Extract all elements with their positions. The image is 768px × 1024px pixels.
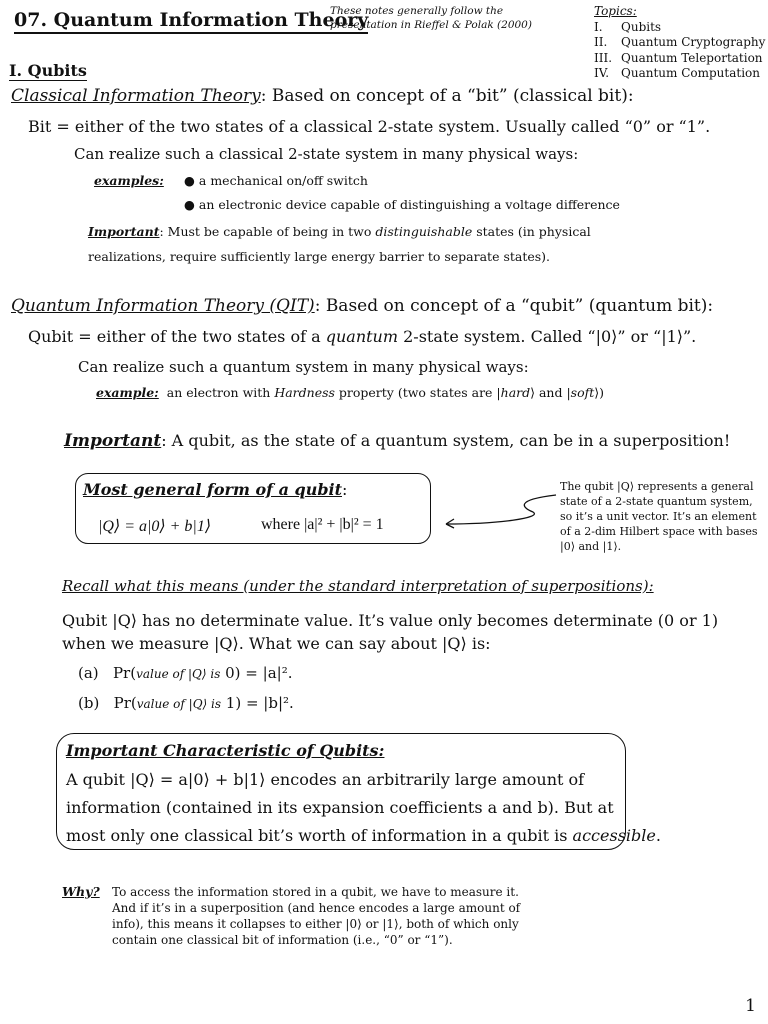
quantum-example [96, 385, 604, 400]
example-text: a mechanical on/off switch [198, 173, 368, 188]
notes-ref-line: These notes generally follow the [330, 5, 504, 17]
important-label: Important [88, 224, 160, 239]
topic-label: Quantum Teleportation [621, 50, 763, 65]
example-text: an electronic device capable of distinguishing a voltage difference [198, 197, 620, 212]
qubit-def-emphasis: quantum [325, 327, 399, 346]
recall-line: when we measure |Q⟩. What we can say about |Q⟩ is: [62, 634, 491, 653]
characteristic-line: A qubit |Q⟩ = a|0⟩ + b|1⟩ encodes an arbitrarily large amount of [66, 770, 585, 789]
topic-num: I. [594, 19, 603, 34]
topic-item [594, 66, 765, 82]
item-pr: Pr( [112, 664, 137, 682]
example-item: ● an electronic device capable of distinguishing a voltage difference [184, 197, 620, 212]
general-form-title: Most general form of a qubit [83, 480, 342, 499]
item-pr: Pr( [113, 694, 137, 712]
characteristic-line: information (contained in its expansion coefficients a and b). But at [66, 798, 614, 817]
qit-heading [11, 296, 713, 316]
important-text: : Must be capable of being in two [159, 224, 376, 239]
qit-label: Quantum Information Theory (QIT) [11, 296, 315, 316]
qubit-definition [28, 327, 696, 346]
item-inner: value of |Q⟩ is [136, 697, 222, 711]
topic-item [594, 35, 765, 51]
why-line: And if it’s in a superposition (and hence encodes a large amount of [112, 901, 521, 915]
classical-heading [11, 86, 634, 106]
recall-line: Qubit |Q⟩ has no determinate value. It’s value only becomes determinate (0 or 1) [62, 611, 719, 630]
topics-heading: Topics: [594, 4, 637, 18]
example-hard: hard [500, 385, 531, 400]
page-title: 07. Quantum Information Theory [14, 9, 368, 34]
example-soft: soft [570, 385, 595, 400]
page-number: 1 [745, 996, 756, 1016]
qubit-def-text: 2-state system. Called “|0⟩” or “|1⟩”. [398, 327, 697, 346]
topics-list [594, 4, 765, 82]
characteristic-text: . [655, 826, 661, 845]
characteristic-text: most only one classical bit’s worth of information in a qubit is [66, 826, 573, 845]
topic-num: III. [594, 50, 613, 65]
characteristic-emphasis: accessible [572, 826, 656, 845]
examples-label [94, 173, 164, 188]
quantum-realize: Can realize such a quantum system in many physical ways: [78, 358, 529, 376]
why-line: contain one classical bit of information (i.e., “0” or “1”). [112, 933, 453, 947]
topic-item [594, 51, 765, 67]
topic-label: Quantum Computation [621, 66, 760, 80]
example-text: ⟩ and | [530, 385, 571, 400]
general-form-heading [83, 480, 347, 499]
example-label: example: [96, 385, 159, 400]
qubit-def-text: Qubit = either of the two states of a [28, 327, 326, 346]
probability-item [78, 694, 294, 712]
example-text: ⟩) [594, 385, 605, 400]
topic-label: Quantum Cryptography [621, 35, 766, 49]
item-rest: 1) = |b|². [221, 694, 294, 712]
topic-num: II. [594, 35, 608, 49]
section-heading: I. Qubits [9, 61, 87, 80]
side-note: The qubit |Q⟩ represents a general state of a 2-state quantum system, so it’s a unit vector. It’s an element of a 2-dim Hilbert space with bases |0⟩ and |1⟩. [560, 480, 758, 553]
important-superposition [64, 431, 730, 451]
important-emphasis: distinguishable [375, 224, 473, 239]
notes-ref-line: presentation in Rieffel & Polak (2000) [330, 19, 532, 31]
probability-item [78, 664, 292, 682]
topic-label: Qubits [621, 19, 662, 34]
example-emphasis: Hardness [274, 385, 335, 400]
general-form-formula: |Q⟩ = a|0⟩ + b|1⟩ [98, 518, 212, 535]
topic-num: IV. [594, 66, 610, 80]
topic-item [594, 20, 765, 36]
characteristic-heading: Important Characteristic of Qubits: [66, 741, 385, 760]
characteristic-line [66, 826, 661, 845]
important-text: : A qubit, as the state of a quantum system, can be in a superposition! [161, 431, 731, 450]
item-inner: value of |Q⟩ is [136, 667, 221, 681]
bit-definition: Bit = either of the two states of a classical 2-state system. Usually called “0” or “1”. [28, 117, 711, 136]
annotation-arrow [438, 490, 558, 530]
item-label: (b) [78, 694, 100, 712]
example-text: an electron with [166, 385, 275, 400]
recall-heading: Recall what this means (under the standard interpretation of superpositions): [62, 577, 654, 595]
item-rest: 0) = |a|². [220, 664, 293, 682]
qit-intro: : Based on concept of a “qubit” (quantum bit): [314, 296, 714, 316]
notes-reference [330, 4, 532, 32]
classical-important-cont: realizations, require sufficiently large energy barrier to separate states). [88, 249, 551, 264]
classical-realize: Can realize such a classical 2-state system in many physical ways: [74, 145, 579, 163]
classical-intro: : Based on concept of a “bit” (classical bit): [260, 86, 634, 106]
general-form-constraint: where |a|² + |b|² = 1 [261, 516, 384, 533]
examples-label-text: examples: [94, 173, 164, 188]
item-label: (a) [78, 664, 99, 682]
important-text: states (in physical [472, 224, 591, 239]
why-text [112, 884, 520, 948]
classical-label: Classical Information Theory [11, 86, 261, 106]
important-label: Important [64, 431, 162, 451]
classical-important [88, 224, 591, 239]
why-label: Why? [62, 884, 100, 899]
example-item: ● a mechanical on/off switch [184, 173, 368, 188]
why-line: info), this means it collapses to either |0⟩ or |1⟩, both of which only [112, 917, 519, 931]
example-text: property (two states are | [334, 385, 501, 400]
why-line: To access the information stored in a qubit, we have to measure it. [112, 885, 519, 899]
general-form-colon: : [342, 480, 348, 499]
